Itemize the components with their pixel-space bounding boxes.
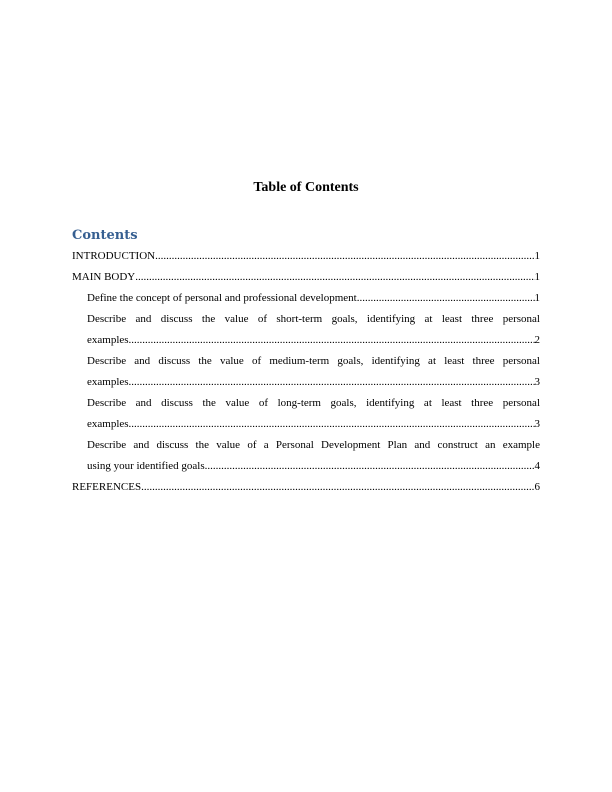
toc-entry-title: examples bbox=[87, 334, 129, 346]
toc-entry-title-line-1: Describe and discuss the value of short-term goals, identifying at least three personal bbox=[87, 313, 540, 325]
toc-entry-references[interactable] bbox=[72, 477, 540, 498]
toc-page-number: 3 bbox=[534, 418, 540, 430]
toc-entry-introduction[interactable] bbox=[72, 246, 540, 267]
toc-entry-title: REFERENCES bbox=[72, 481, 142, 493]
table-of-contents bbox=[72, 246, 540, 498]
toc-entry-title-line-1: Describe and discuss the value of a Personal Development Plan and construct an example bbox=[87, 439, 540, 451]
toc-entry-long-term-goals[interactable] bbox=[87, 393, 540, 435]
toc-page-number: 3 bbox=[534, 376, 540, 388]
dot-leader bbox=[205, 456, 535, 477]
dot-leader bbox=[357, 288, 535, 309]
toc-page-number: 6 bbox=[534, 481, 540, 493]
toc-line bbox=[87, 330, 540, 351]
dot-leader bbox=[129, 330, 535, 351]
toc-entry-title: examples bbox=[87, 418, 129, 430]
dot-leader bbox=[129, 372, 535, 393]
toc-line bbox=[72, 267, 540, 288]
toc-page-number: 1 bbox=[534, 271, 540, 283]
contents-heading: Contents bbox=[72, 228, 138, 243]
toc-page-number: 1 bbox=[534, 292, 540, 304]
toc-entry-title: using your identified goals bbox=[87, 460, 205, 472]
dot-leader bbox=[129, 414, 535, 435]
toc-entry-short-term-goals[interactable] bbox=[87, 309, 540, 351]
toc-entry-title: MAIN BODY bbox=[72, 271, 136, 283]
toc-entry-title-line-1: Describe and discuss the value of medium-term goals, identifying at least three personal bbox=[87, 355, 540, 367]
toc-entry-title: examples bbox=[87, 376, 129, 388]
toc-entry-title: Define the concept of personal and professional development bbox=[87, 292, 357, 304]
toc-page-number: 1 bbox=[534, 250, 540, 262]
toc-page-number: 4 bbox=[534, 460, 540, 472]
toc-page-number: 2 bbox=[534, 334, 540, 346]
dot-leader bbox=[135, 267, 534, 288]
toc-entry-define-concept[interactable] bbox=[87, 288, 540, 309]
toc-line bbox=[87, 414, 540, 435]
toc-entry-medium-term-goals[interactable] bbox=[87, 351, 540, 393]
page-title: Table of Contents bbox=[253, 180, 359, 195]
toc-line bbox=[87, 288, 540, 309]
toc-line bbox=[72, 477, 540, 498]
toc-entry-personal-development-plan[interactable] bbox=[87, 435, 540, 477]
toc-line bbox=[87, 456, 540, 477]
toc-entry-title-line-1: Describe and discuss the value of long-term goals, identifying at least three personal bbox=[87, 397, 540, 409]
dot-leader bbox=[155, 246, 534, 267]
toc-entry-title: INTRODUCTION bbox=[72, 250, 156, 262]
toc-entry-main-body[interactable] bbox=[72, 267, 540, 288]
toc-line bbox=[72, 246, 540, 267]
dot-leader bbox=[141, 477, 534, 498]
toc-line bbox=[87, 372, 540, 393]
